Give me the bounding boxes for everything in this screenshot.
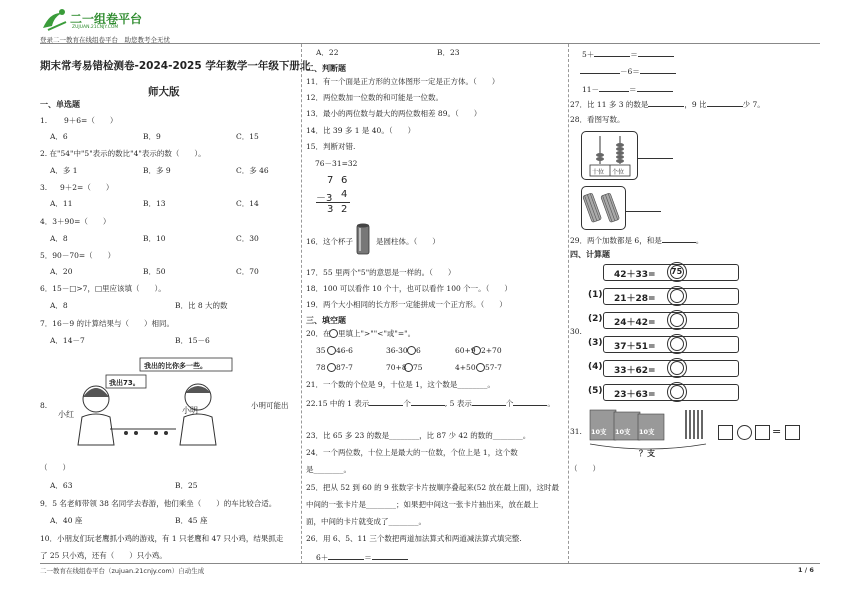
answer-blank[interactable] xyxy=(513,398,547,406)
q19-text: 19．两个大小相同的长方形一定能拼成一个正方形。（ ） xyxy=(306,300,507,309)
q25-line2: 中间的一张卡片是________；如果把中间这一张卡片抽出来，放在最上 xyxy=(306,500,539,509)
logo-text: 二一组卷平台 xyxy=(70,12,143,26)
q20-item-4-right: 87-7 xyxy=(336,363,353,372)
answer-blank[interactable] xyxy=(640,66,676,74)
q3-stem: 9＋2=（ ） xyxy=(60,183,114,192)
q16-pre: 16．这个杯子 xyxy=(306,237,354,246)
q11-text: 11．有一个面是正方形的立体图形一定是正方体。（ ） xyxy=(306,77,500,86)
answer-blank[interactable] xyxy=(411,398,445,406)
answer-blank[interactable] xyxy=(662,235,696,243)
q5-stem: 5．90－70=（ ） xyxy=(40,251,116,260)
q17-text: 17．55 里两个"5"的意思是一样的。（ ） xyxy=(306,268,456,277)
calc-r2-tens: －3 xyxy=(316,193,333,204)
q7-option-a: A．14－7 xyxy=(50,336,85,345)
bundle-label-2: 10支 xyxy=(615,428,631,436)
q26-eq2 xyxy=(582,49,674,59)
abacus-label-tens: 十位 xyxy=(592,169,605,176)
equals-sign: = xyxy=(772,425,782,438)
q22-mid3: 个 xyxy=(505,399,514,408)
calc-row-idx: (4) xyxy=(588,362,603,372)
stick-bundle-icon xyxy=(582,187,625,229)
q16-post: 是圆柱体。（ ） xyxy=(376,237,440,246)
q29-pre: 29．两个加数都是 6，和是 xyxy=(570,236,662,245)
calc-row-idx: (2) xyxy=(588,314,603,324)
answer-blank[interactable] xyxy=(328,552,364,560)
q26-eq1 xyxy=(316,552,408,562)
q1-option-a: A．6 xyxy=(50,132,68,141)
q27-line xyxy=(570,99,765,109)
calc-row-expr: 33＋62= xyxy=(614,366,656,376)
calc-first-expr: 42＋33= xyxy=(614,270,656,280)
q4-option-a: A．8 xyxy=(50,234,68,243)
calc-row-expr: 23＋63= xyxy=(614,390,656,400)
section-true-false: 二、判断题 xyxy=(306,64,346,73)
column-divider-1 xyxy=(301,44,302,564)
q22-mid1: 个 xyxy=(403,399,411,408)
q20-stem-circle xyxy=(329,329,338,338)
compare-circle[interactable] xyxy=(327,363,336,372)
q13-text: 13．最小的两位数与最大的两位数相差 89。（ ） xyxy=(306,109,482,118)
q1-number: 1. xyxy=(40,116,48,125)
q20-item-4-left: 78 xyxy=(316,363,326,372)
calc-r3-ones: 2 xyxy=(341,204,348,215)
q29-post: 。 xyxy=(695,236,704,245)
bundle-label-3: 10支 xyxy=(639,428,655,436)
answer-ring[interactable] xyxy=(667,382,687,402)
q14-text: 14．比 39 多 1 是 40。（ ） xyxy=(306,126,416,135)
q30-number: 30. xyxy=(570,327,582,336)
calc-row-idx: (1) xyxy=(588,290,603,300)
q20-item-5-right: 75 xyxy=(413,363,423,372)
calc-row-expr: 24＋42= xyxy=(614,318,656,328)
calc-row-expr: 21＋28= xyxy=(614,294,656,304)
page-title-line1: 期末常考易错检测卷-2024-2025 学年数学一年级下册北 xyxy=(40,60,311,72)
q8-tail-text: 小明可能出 xyxy=(251,401,289,410)
q5-option-c: C．70 xyxy=(236,267,259,276)
q18-text: 18．100 可以看作 10 个十，也可以看作 100 个一。（ ） xyxy=(306,284,512,293)
q31-paren: （ ） xyxy=(570,464,600,473)
q8-bubble-left: 我出73。 xyxy=(109,379,140,387)
compare-circle[interactable] xyxy=(476,363,485,372)
q9-stem: 9．5 名老师带领 38 名同学去春游，他们乘坐（ ）的车比较合适。 xyxy=(40,499,277,508)
q20-item-1-right: 46-6 xyxy=(336,346,353,355)
q4-stem: 4．3＋90=（ ） xyxy=(40,217,111,226)
compare-circle[interactable] xyxy=(404,363,413,372)
q10-line1: 10．小朋友们玩老鹰抓小鸡的游戏，有 1 只老鹰和 47 只小鸡，结果抓走 xyxy=(40,534,284,543)
q8-name-right: 小明 xyxy=(182,406,198,415)
answer-blank[interactable] xyxy=(637,84,673,92)
calc-row-idx: (5) xyxy=(588,386,603,396)
q21-text: 21．一个数的个位是 9，十位是 1，这个数是________。 xyxy=(306,380,495,389)
q20-item-3-right: 2+70 xyxy=(481,346,502,355)
q22-end: 。 xyxy=(547,399,555,408)
q7-option-b: B．15－6 xyxy=(175,336,210,345)
q31-figure xyxy=(588,408,818,458)
q12-text: 12．两位数加一位数的和可能是一位数。 xyxy=(306,93,444,102)
calc-r3-tens: 3 xyxy=(327,204,334,215)
answer-ring[interactable] xyxy=(667,358,687,378)
q8-paren: （ ） xyxy=(40,463,70,472)
stick-bundles-figure xyxy=(581,186,626,230)
q5-option-b: B．50 xyxy=(143,267,166,276)
cup-icon xyxy=(355,222,371,256)
q3-option-c: C．14 xyxy=(236,199,259,208)
calc-r1-ones: 6 xyxy=(341,175,348,186)
calc-r1-tens: 7 xyxy=(327,175,334,186)
answer-blank[interactable] xyxy=(637,151,673,159)
q8-number: 8. xyxy=(40,401,48,410)
q1-option-b: B．9 xyxy=(143,132,161,141)
header-rule xyxy=(40,43,820,44)
q27-post: 少 7。 xyxy=(742,100,765,109)
q26-eq4-a: 11－ xyxy=(582,85,600,94)
q23-text: 23．比 65 多 23 的数是________，比 87 少 42 的数的________。 xyxy=(306,431,531,440)
page-title-line2: 师大版 xyxy=(148,86,180,98)
q8-option-b: B．25 xyxy=(175,481,198,490)
q27-mid: ，9 比 xyxy=(684,100,707,109)
q3-option-a: A．11 xyxy=(50,199,73,208)
abacus-figure xyxy=(581,131,638,180)
compare-circle[interactable] xyxy=(327,346,336,355)
answer-blank[interactable] xyxy=(472,398,506,406)
q6-option-a: A．8 xyxy=(50,301,68,310)
q5-option-a: A．20 xyxy=(50,267,73,276)
q10-line2: 了 25 只小鸡，还有（ ）只小鸡。 xyxy=(40,551,167,560)
answer-box[interactable] xyxy=(785,425,800,440)
q3-option-b: B．13 xyxy=(143,199,166,208)
column-divider-2 xyxy=(568,44,569,564)
answer-blank[interactable] xyxy=(638,49,674,57)
q26-eq4-b: ＝ xyxy=(629,85,637,94)
footer-page-number: 1 / 6 xyxy=(798,566,814,574)
answer-blank[interactable] xyxy=(369,398,403,406)
q20-item-2-left: 36-30 xyxy=(386,346,408,355)
q22-line xyxy=(306,398,555,408)
q2-option-c: C．多 46 xyxy=(236,166,269,175)
calc-row-expr: 37＋51= xyxy=(614,342,656,352)
footer-rule xyxy=(40,563,820,564)
header-tagline: 登录二一教育在线组卷平台 助您教考全无忧 xyxy=(40,36,170,44)
footer-source: 二一教育在线组卷平台（zujuan.21cnjy.com）自动生成 xyxy=(40,567,205,575)
answer-blank[interactable] xyxy=(599,84,629,92)
answer-ring[interactable] xyxy=(667,334,687,354)
q26-eq2-b: ＝ xyxy=(630,50,638,59)
section-calculation: 四、计算题 xyxy=(570,250,610,259)
q15-stem: 15．判断对错. xyxy=(306,142,356,151)
q3-number: 3. xyxy=(40,183,48,192)
q2-option-b: B．多 9 xyxy=(143,166,171,175)
q2-option-a: A．多 1 xyxy=(50,166,78,175)
q20-item-6-left: 4+50 xyxy=(455,363,476,372)
q20-item-5-left: 70+8 xyxy=(386,363,407,372)
operator-circle[interactable] xyxy=(737,425,752,440)
q7-stem: 7．16－9 的计算结果与（ ）相同。 xyxy=(40,319,174,328)
calc-rule xyxy=(316,202,350,203)
q8-option-a: A．63 xyxy=(50,481,73,490)
compare-circle[interactable] xyxy=(407,346,416,355)
q8-name-left: 小红 xyxy=(58,410,74,419)
site-logo xyxy=(40,8,150,34)
q20-item-3-left: 60+9 xyxy=(455,346,476,355)
q1-option-c: C．15 xyxy=(236,132,259,141)
q26-stem: 26．用 6、5、11 三个数把两道加法算式和两道减法算式填完整. xyxy=(306,534,522,543)
section-fill-blank: 三、填空题 xyxy=(306,316,346,325)
answer-ring[interactable] xyxy=(667,286,687,306)
answer-blank[interactable] xyxy=(625,204,661,212)
q26-eq3-a: －6＝ xyxy=(620,67,640,76)
q31-question: ？支 xyxy=(639,449,655,458)
q4-option-c: C．30 xyxy=(236,234,259,243)
q29-line xyxy=(570,235,703,245)
q20-item-6-right: 57-7 xyxy=(485,363,502,372)
q22-pre: 22.15 中的 1 表示 xyxy=(306,399,370,408)
q9-option-a: A．40 座 xyxy=(50,516,83,525)
q9-option-b: B．45 座 xyxy=(175,516,208,525)
q26-eq1-a: 6＋ xyxy=(316,553,329,562)
bundle-label-1: 10支 xyxy=(591,428,607,436)
q22-mid2: , 5 表示 xyxy=(444,399,472,408)
q10-option-b: B．23 xyxy=(437,48,460,57)
q26-eq2-a: 5＋ xyxy=(582,50,595,59)
calc-r2-ones: 4 xyxy=(341,189,348,200)
answer-blank[interactable] xyxy=(707,99,743,107)
q20-stem: 20．在 里填上">""<"或"="。 xyxy=(306,329,416,338)
answer-blank[interactable] xyxy=(648,99,684,107)
runner-logo-icon xyxy=(40,8,70,32)
q10-option-a: A．22 xyxy=(316,48,339,57)
abacus-label-ones: 个位 xyxy=(612,169,625,176)
answer-blank[interactable] xyxy=(372,552,408,560)
answer-blank[interactable] xyxy=(594,49,630,57)
q26-eq3 xyxy=(580,66,676,76)
q4-option-b: B．10 xyxy=(143,234,166,243)
q8-bubble-right: 我出的比你多一些。 xyxy=(144,362,207,370)
section-single-choice: 一、单选题 xyxy=(40,100,80,109)
q27-pre: 27．比 11 多 3 的数是 xyxy=(570,100,649,109)
q24-line2: 是________。 xyxy=(306,465,351,474)
logo-subtext: ZUJUAN.21CNJY.COM xyxy=(72,25,119,30)
answer-blank[interactable] xyxy=(580,66,620,74)
compare-circle[interactable] xyxy=(472,346,481,355)
q20-item-2-right: 6 xyxy=(416,346,421,355)
q2-stem: 2. 在"54"中"5"表示的数比"4"表示的数（ ）。 xyxy=(40,149,206,158)
q6-option-b: B．比 8 大的数 xyxy=(175,301,228,310)
q15-equation: 76－31=32 xyxy=(315,159,358,168)
abacus-icon xyxy=(582,132,637,179)
answer-box[interactable] xyxy=(718,425,733,440)
q1-stem: 9＋6=（ ） xyxy=(64,116,118,125)
calc-first-answer: 75 xyxy=(671,267,683,276)
q26-eq1-b: ＝ xyxy=(364,553,372,562)
q6-stem: 6．15－□>7，□里应该填（ ）。 xyxy=(40,284,166,293)
q26-eq4 xyxy=(582,84,673,94)
answer-box[interactable] xyxy=(755,425,770,440)
q28-stem: 28．看图写数。 xyxy=(570,115,625,124)
q25-line1: 25．把从 52 到 60 的 9 张数字卡片按顺序叠起来(52 放在最上面)，这时最 xyxy=(306,483,559,492)
q15-vertical-calc xyxy=(314,175,354,217)
q20-item-1-left: 35 xyxy=(316,346,326,355)
q24-line1: 24．一个两位数，十位上是最大的一位数，个位上是 1，这个数 xyxy=(306,448,518,457)
q25-line3: 面，中间的卡片就变成了________。 xyxy=(306,517,426,526)
q8-illustration xyxy=(56,357,236,447)
q31-number: 31. xyxy=(570,427,582,436)
answer-ring[interactable] xyxy=(667,310,687,330)
calc-row-idx: (3) xyxy=(588,338,603,348)
